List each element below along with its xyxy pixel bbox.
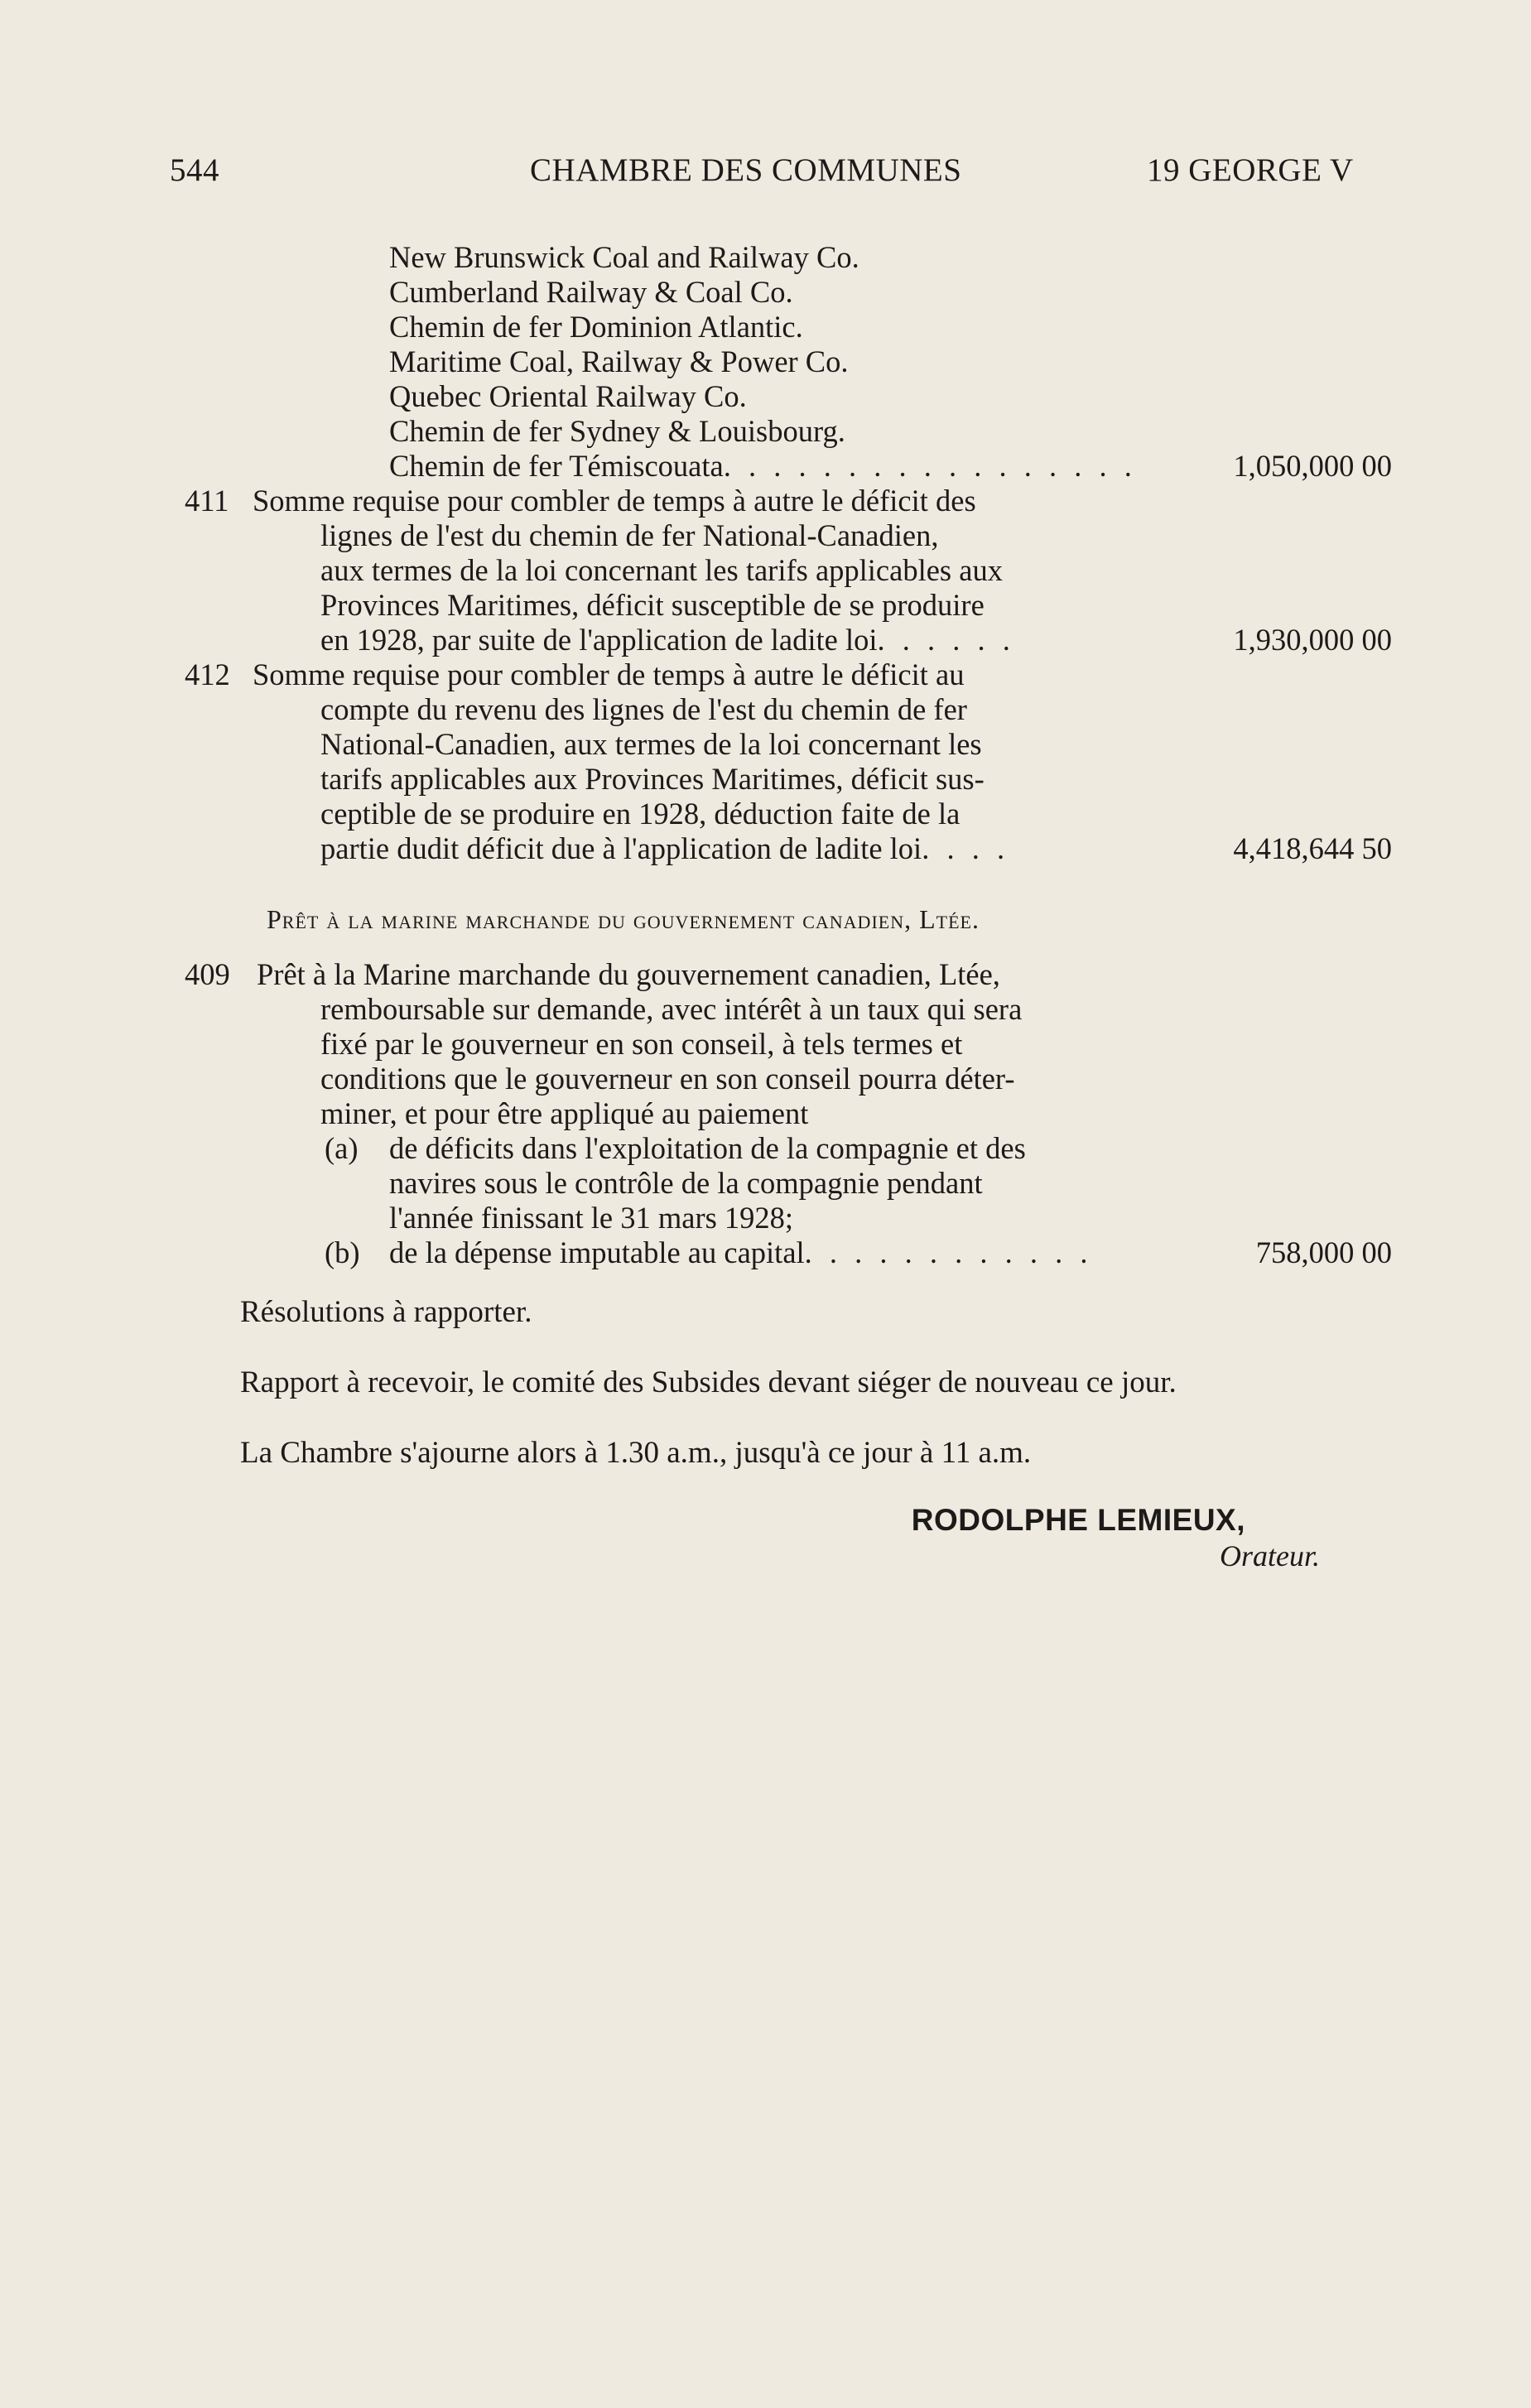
- sub-item-label: (a): [325, 1131, 359, 1165]
- item-number: 411: [185, 484, 229, 518]
- item-line: compte du revenu des lignes de l'est du chemin de fer: [320, 692, 967, 726]
- amount: 4,418,644 50: [1233, 831, 1392, 865]
- paragraph-ajourne: La Chambre s'ajourne alors à 1.30 a.m., jusqu'à ce jour à 11 a.m.: [240, 1436, 1032, 1470]
- item-line-last: [320, 623, 1015, 657]
- item-number: 409: [185, 957, 230, 991]
- item-line-last: [320, 831, 1009, 866]
- item-line: Somme requise pour combler de temps à autre le déficit des: [253, 484, 976, 518]
- item-line: miner, et pour être appliqué au paiement: [320, 1096, 809, 1130]
- company-name: Chemin de fer Témiscouata: [389, 449, 724, 483]
- paragraph-resolutions: Résolutions à rapporter.: [240, 1295, 532, 1329]
- item-line: ceptible de se produire en 1928, déduction faite de la: [320, 797, 960, 831]
- section-heading: Prêt à la marine marchande du gouvernement canadien, Ltée.: [267, 904, 980, 934]
- sub-item-line: de la dépense imputable au capital: [389, 1235, 805, 1269]
- company-line: Quebec Oriental Railway Co.: [389, 379, 747, 413]
- item-line: Somme requise pour combler de temps à autre le déficit au: [253, 657, 965, 691]
- signature-title: Orateur.: [1219, 1539, 1320, 1572]
- leader-dots: . . . . . .: [877, 623, 1015, 657]
- item-line: lignes de l'est du chemin de fer National-Canadien,: [320, 518, 939, 552]
- amount: 1,930,000 00: [1233, 623, 1392, 657]
- company-line: Chemin de fer Sydney & Louisbourg.: [389, 414, 845, 448]
- leader-dots: . . . .: [922, 831, 1010, 865]
- regnal-year: 19 GEORGE V: [1147, 152, 1354, 188]
- leader-dots: . . . . . . . . . . . .: [804, 1235, 1093, 1269]
- page-number: 544: [170, 152, 219, 188]
- company-line-temiscouata: [389, 449, 1137, 484]
- sub-item-line: navires sous le contrôle de la compagnie pendant: [389, 1166, 983, 1200]
- item-line: aux termes de la loi concernant les tarifs applicables aux: [320, 553, 1003, 587]
- company-line: Maritime Coal, Railway & Power Co.: [389, 344, 849, 378]
- sub-item-line-last: [389, 1235, 1093, 1270]
- item-line: en 1928, par suite de l'application de ladite loi: [320, 623, 878, 657]
- paragraph-rapport: Rapport à recevoir, le comité des Subsides devant siéger de nouveau ce jour.: [240, 1365, 1177, 1399]
- item-number: 412: [185, 657, 230, 691]
- company-line: Chemin de fer Dominion Atlantic.: [389, 310, 803, 344]
- sub-item-line: l'année finissant le 31 mars 1928;: [389, 1201, 794, 1235]
- sub-item-label: (b): [325, 1235, 360, 1269]
- page-title: CHAMBRE DES COMMUNES: [530, 152, 962, 188]
- sub-item-line: de déficits dans l'exploitation de la compagnie et des: [389, 1131, 1026, 1165]
- item-line: Prêt à la Marine marchande du gouvernement canadien, Ltée,: [257, 957, 1000, 991]
- amount: 758,000 00: [1255, 1235, 1392, 1269]
- item-line: Provinces Maritimes, déficit susceptible de se produire: [320, 588, 985, 622]
- item-line: National-Canadien, aux termes de la loi concernant les: [320, 727, 982, 761]
- amount: 1,050,000 00: [1233, 449, 1392, 483]
- item-line: partie dudit déficit due à l'application de ladite loi: [320, 831, 922, 865]
- leader-dots: . . . . . . . . . . . . . . . . .: [723, 449, 1137, 483]
- company-line: Cumberland Railway & Coal Co.: [389, 275, 793, 309]
- item-line: conditions que le gouverneur en son conseil pourra déter-: [320, 1062, 1015, 1096]
- company-line: New Brunswick Coal and Railway Co.: [389, 240, 859, 274]
- signature-name: RODOLPHE LEMIEUX,: [911, 1503, 1245, 1537]
- item-line: tarifs applicables aux Provinces Maritimes, déficit sus-: [320, 762, 985, 796]
- item-line: remboursable sur demande, avec intérêt à un taux qui sera: [320, 992, 1023, 1026]
- item-line: fixé par le gouverneur en son conseil, à tels termes et: [320, 1027, 963, 1061]
